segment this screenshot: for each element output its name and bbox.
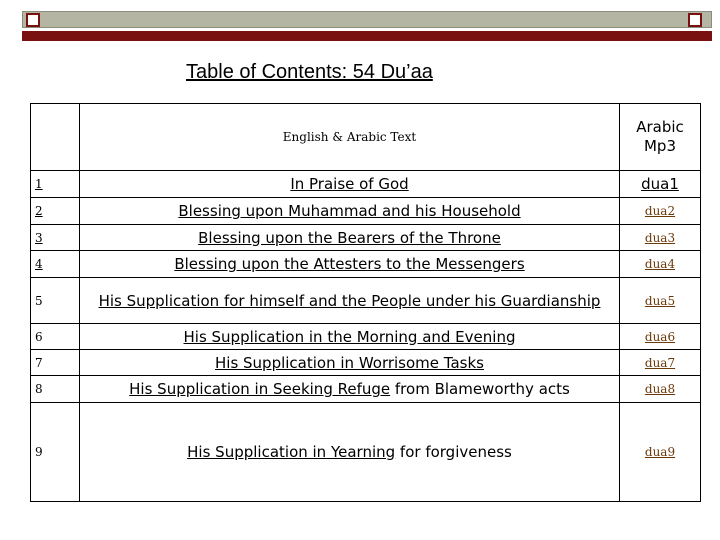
row-title-link[interactable]: His Supplication in Seeking Refuge: [129, 380, 391, 398]
row-number: 7: [35, 355, 43, 370]
row-mp3-link[interactable]: dua1: [641, 175, 679, 193]
toc-table: [30, 103, 701, 502]
slide-accent-bar: [22, 31, 712, 41]
table-row: [31, 324, 701, 350]
table-row: [31, 278, 701, 324]
row-mp3-link[interactable]: dua9: [644, 445, 676, 459]
row-number[interactable]: 3: [35, 230, 43, 245]
row-number: 8: [35, 382, 43, 396]
header-english: English & Arabic Text: [80, 104, 620, 171]
table-row: [31, 198, 701, 225]
table-row: [31, 225, 701, 251]
row-title-link[interactable]: His Supplication in the Morning and Evening: [183, 327, 516, 346]
decor-square-left: [26, 13, 40, 27]
row-title-link[interactable]: Blessing upon Muhammad and his Household: [178, 202, 521, 220]
row-title-rest: from Blameworthy acts: [390, 380, 570, 398]
row-title-link[interactable]: Blessing upon the Attesters to the Messengers: [174, 255, 525, 273]
row-number: 5: [35, 293, 43, 308]
row-title-link[interactable]: In Praise of God: [290, 175, 409, 193]
row-number: 6: [35, 329, 43, 344]
row-mp3-link[interactable]: dua4: [644, 257, 676, 271]
row-title-rest: for forgiveness: [395, 443, 512, 461]
row-number[interactable]: 4: [35, 257, 43, 271]
row-mp3-link[interactable]: dua7: [644, 355, 676, 370]
header-number: [31, 104, 80, 171]
row-mp3-link[interactable]: dua6: [644, 329, 676, 344]
slide-top-bar: [22, 11, 712, 28]
row-title-link[interactable]: His Supplication in Worrisome Tasks: [215, 353, 484, 372]
row-mp3-link[interactable]: dua2: [644, 204, 676, 218]
row-number: 9: [35, 445, 43, 459]
table-row: [31, 350, 701, 376]
decor-square-right: [688, 13, 702, 27]
table-row: [31, 376, 701, 403]
row-number[interactable]: 2: [35, 204, 43, 218]
row-title-link[interactable]: Blessing upon the Bearers of the Throne: [198, 228, 501, 247]
row-title-link[interactable]: His Supplication for himself and the People under his Guardianship: [98, 291, 601, 310]
row-mp3-link[interactable]: dua8: [644, 382, 676, 396]
table-row: [31, 251, 701, 278]
table-row: [31, 171, 701, 198]
table-header-row: [31, 104, 701, 171]
row-title-link[interactable]: His Supplication in Yearning: [187, 443, 396, 461]
row-mp3-link[interactable]: dua5: [644, 293, 676, 308]
row-mp3-link[interactable]: dua3: [644, 230, 676, 245]
row-number[interactable]: 1: [35, 177, 43, 191]
header-mp3: Arabic Mp3: [620, 104, 701, 171]
page-title: Table of Contents: 54 Du’aa: [186, 61, 433, 83]
table-row: [31, 403, 701, 502]
